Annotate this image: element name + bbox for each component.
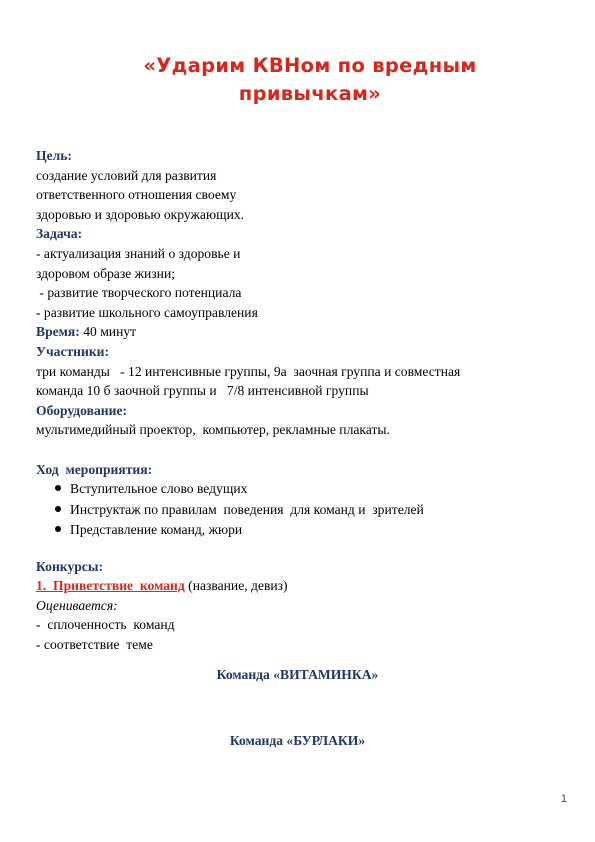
title-line-1: «Ударим КВНом по вредным xyxy=(143,54,477,77)
time-label: Время: xyxy=(36,324,80,340)
goal-line: ответственного отношения своему xyxy=(36,187,237,203)
criteria-line: - соответствие теме xyxy=(36,636,153,652)
list-item-text: Представление команд, жюри xyxy=(70,522,243,538)
evaluated-label: Оценивается: xyxy=(36,597,118,613)
contests-heading: Конкурсы: xyxy=(36,558,103,574)
bullet-icon xyxy=(55,526,61,532)
document-title xyxy=(60,52,560,108)
time-row xyxy=(36,322,556,342)
document-body xyxy=(36,146,556,655)
participants-line: команда 10 б заочной группы и 7/8 интенсивной группы xyxy=(36,383,369,399)
list-item xyxy=(36,479,556,500)
list-item-text: Вступительное слово ведущих xyxy=(70,481,248,497)
list-item xyxy=(36,500,556,521)
goal-heading: Цель: xyxy=(36,148,72,163)
bullet-icon xyxy=(55,485,61,491)
criteria-line: - сплоченность команд xyxy=(36,617,175,633)
participants-heading: Участники: xyxy=(36,343,110,359)
list-item xyxy=(36,520,556,541)
team-burlaki: Команда «БУРЛАКИ» xyxy=(229,733,366,748)
goal-line: здоровью и здоровью окружающих. xyxy=(36,206,245,222)
contest-1-row xyxy=(36,576,556,596)
task-line: - актуализация знаний о здоровье и xyxy=(36,245,241,261)
task-line: здоровом образе жизни; xyxy=(36,265,176,281)
time-value: 40 минут xyxy=(79,324,137,340)
title-line-2: привычкам» xyxy=(238,82,382,105)
team-vitaminka: Команда «ВИТАМИНКА» xyxy=(216,667,379,682)
task-heading: Задача: xyxy=(36,226,83,242)
event-flow-list xyxy=(36,479,556,541)
equipment-line: мультимедийный проектор, компьютер, рекламные плакаты. xyxy=(36,422,390,438)
bullet-icon xyxy=(55,506,61,512)
participants-line: три команды - 12 интенсивные группы, 9а заочная группа и совместная xyxy=(36,363,461,379)
page-number: 1 xyxy=(560,793,567,805)
task-line: - развитие школьного самоуправления xyxy=(36,304,258,320)
list-item-text: Инструктаж по правилам поведения для команд и зрителей xyxy=(70,501,424,517)
event-flow-heading: Ход мероприятия: xyxy=(36,461,153,477)
contest-1-title: 1. Приветствие команд xyxy=(36,578,185,594)
task-line: - развитие творческого потенциала xyxy=(36,285,242,301)
contest-1-note: (название, девиз) xyxy=(184,578,288,594)
equipment-heading: Оборудование: xyxy=(36,402,128,418)
goal-line: создание условий для развития xyxy=(36,167,217,183)
